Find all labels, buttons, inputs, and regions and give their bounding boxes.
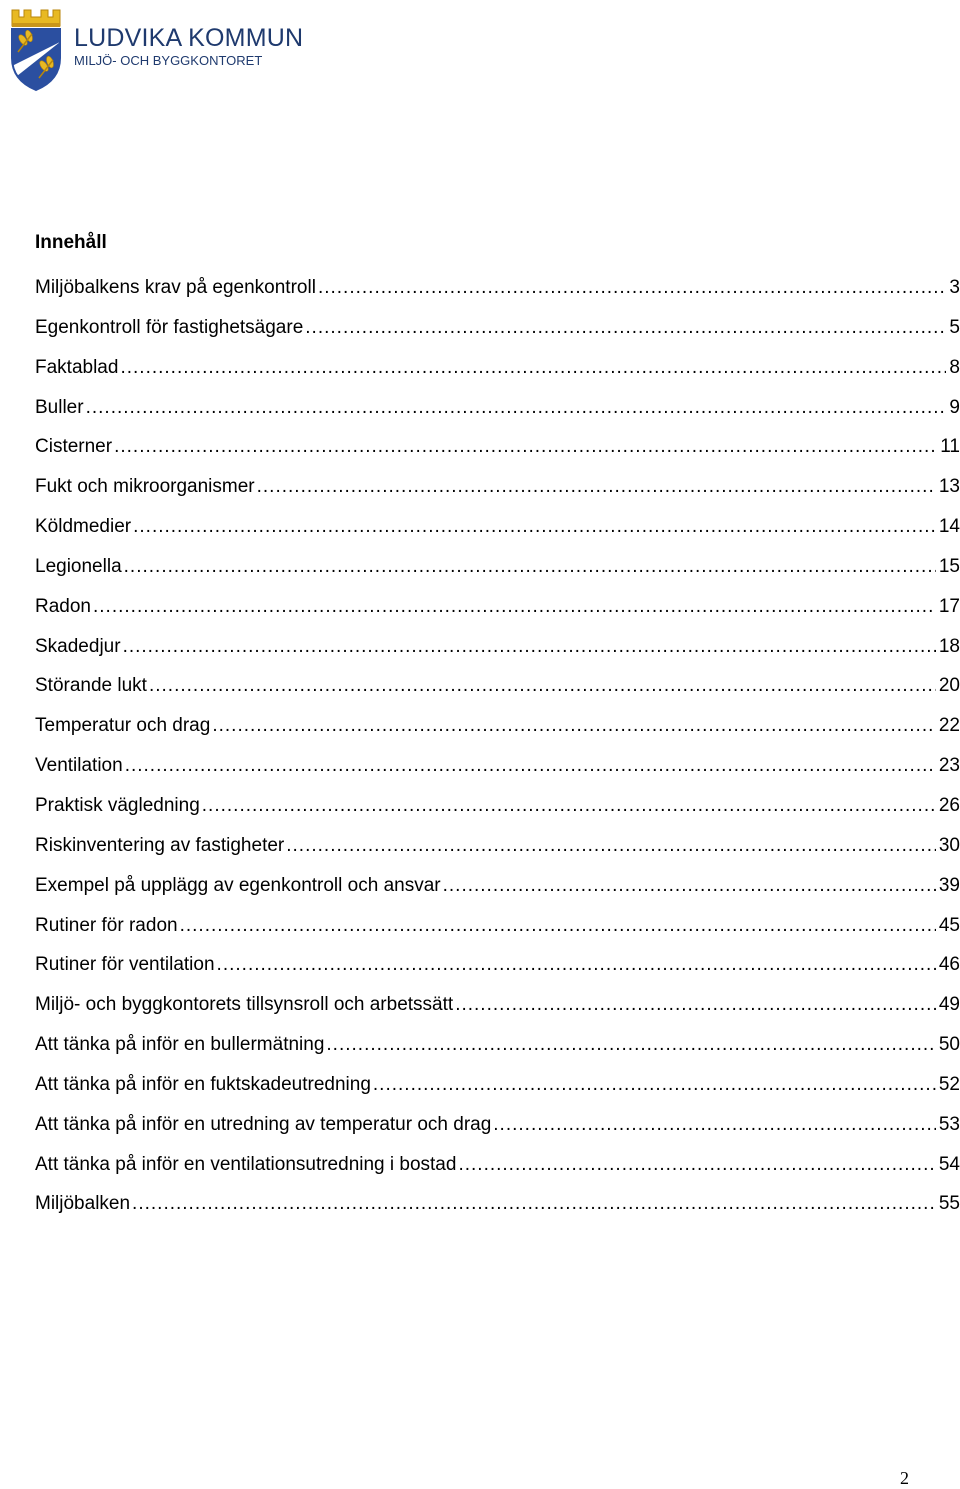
toc-dot-leader [180, 911, 936, 941]
department-name: MILJÖ- OCH BYGGKONTORET [74, 53, 263, 68]
toc-entry[interactable] [35, 273, 960, 313]
toc-entry-label: Miljöbalken [35, 1193, 131, 1215]
toc-entry-label: Praktisk vägledning [35, 794, 200, 816]
toc-dot-leader [202, 791, 936, 821]
toc-entry-label: Legionella [35, 555, 122, 577]
toc-entry[interactable] [35, 1030, 960, 1070]
toc-entry-label: Faktablad [35, 356, 119, 378]
toc-entry[interactable] [35, 791, 960, 831]
toc-entry-page: 49 [938, 994, 960, 1016]
organization-name: LUDVIKA KOMMUN [74, 24, 304, 52]
toc-entry-page: 23 [938, 755, 960, 777]
toc-dot-leader [149, 671, 936, 701]
toc-entry-label: Att tänka på inför en bullermätning [35, 1034, 325, 1056]
toc-entry-page: 54 [938, 1153, 960, 1175]
toc-entry[interactable] [35, 671, 960, 711]
toc-dot-leader [125, 751, 936, 781]
toc-entry-label: Att tänka på inför en utredning av temperatur och drag [35, 1113, 492, 1135]
toc-dot-leader [286, 831, 936, 861]
toc-entry-label: Riskinventering av fastigheter [35, 834, 285, 856]
toc-title: Innehåll [35, 232, 107, 253]
toc-dot-leader [443, 871, 936, 901]
toc-entry-page: 26 [938, 794, 960, 816]
toc-entry[interactable] [35, 711, 960, 751]
toc-entry-label: Miljöbalkens krav på egenkontroll [35, 277, 316, 298]
toc-entry-page: 20 [938, 675, 960, 697]
municipal-crest-icon [8, 6, 64, 92]
toc-entry-page: 14 [938, 516, 960, 538]
toc-entry-label: Att tänka på inför en ventilationsutredning i bostad [35, 1153, 457, 1175]
organization-name-block [74, 26, 303, 69]
toc-entry-page: 8 [949, 356, 960, 378]
toc-entry[interactable] [35, 1189, 960, 1229]
toc-entry-page: 53 [938, 1113, 960, 1135]
toc-entry-label: Skadedjur [35, 635, 121, 657]
toc-dot-leader [212, 711, 936, 741]
toc-entry-label: Köldmedier [35, 516, 132, 538]
toc-entry-page: 22 [938, 715, 960, 737]
toc-entry-page: 46 [938, 954, 960, 976]
toc-entry[interactable] [35, 950, 960, 990]
toc-entry-page: 18 [938, 635, 960, 657]
toc-dot-leader [455, 990, 936, 1020]
toc-dot-leader [305, 313, 946, 343]
toc-entry-label: Rutiner för ventilation [35, 954, 215, 976]
toc-entry[interactable] [35, 911, 960, 951]
toc-entry-label: Exempel på upplägg av egenkontroll och ansvar [35, 874, 441, 896]
toc-entry[interactable] [35, 1070, 960, 1110]
toc-entry-label: Störande lukt [35, 675, 147, 697]
toc-entry-page: 30 [938, 834, 960, 856]
toc-entry-page: 13 [938, 476, 960, 498]
toc-dot-leader [93, 592, 936, 622]
toc-entry[interactable] [35, 1110, 960, 1150]
toc-entry-page: 39 [938, 874, 960, 896]
toc-entry[interactable] [35, 871, 960, 911]
toc-entry-page: 5 [949, 316, 960, 338]
toc-entry-page: 17 [938, 595, 960, 617]
toc-entry-page: 11 [940, 436, 960, 458]
toc-entry-page: 15 [938, 555, 960, 577]
toc-entry-label: Temperatur och drag [35, 715, 211, 737]
toc-entry-page: 52 [938, 1073, 960, 1095]
toc-entry-label: Miljö- och byggkontorets tillsynsroll och arbetssätt [35, 994, 454, 1016]
toc-entry[interactable] [35, 751, 960, 791]
toc-entry[interactable] [35, 552, 960, 592]
toc-entry-page: 9 [949, 396, 960, 418]
toc-dot-leader [124, 552, 936, 582]
page-header [8, 6, 303, 92]
toc-dot-leader [373, 1070, 936, 1100]
toc-entry-label: Ventilation [35, 755, 123, 777]
toc-dot-leader [326, 1030, 935, 1060]
toc-entry[interactable] [35, 592, 960, 632]
toc-entry-label: Cisterner [35, 436, 113, 458]
toc-dot-leader [318, 273, 946, 303]
toc-entry[interactable] [35, 432, 960, 472]
toc-entry-label: Radon [35, 595, 91, 617]
toc-entry[interactable] [35, 632, 960, 672]
toc-dot-leader [458, 1150, 935, 1180]
toc-entry-label: Rutiner för radon [35, 914, 178, 936]
toc-dot-leader [217, 950, 936, 980]
toc-entry-label: Att tänka på inför en fuktskadeutredning [35, 1073, 371, 1095]
toc-dot-leader [120, 353, 946, 383]
toc-entry[interactable] [35, 313, 960, 353]
toc-dot-leader [123, 632, 936, 662]
toc-entry[interactable] [35, 831, 960, 871]
toc-entry[interactable] [35, 393, 960, 433]
toc-dot-leader [114, 432, 937, 462]
toc-entry-page: 50 [938, 1034, 960, 1056]
toc-entry[interactable] [35, 353, 960, 393]
toc-entry-label: Egenkontroll för fastighetsägare [35, 316, 304, 338]
toc-dot-leader [132, 1189, 936, 1219]
toc-entry-label: Buller [35, 396, 84, 418]
toc-dot-leader [257, 472, 936, 502]
table-of-contents [35, 273, 960, 1229]
toc-entry-page: 55 [938, 1193, 960, 1215]
toc-entry[interactable] [35, 512, 960, 552]
toc-entry[interactable] [35, 1150, 960, 1190]
toc-entry-page: 3 [949, 277, 960, 298]
toc-entry[interactable] [35, 990, 960, 1030]
toc-dot-leader [86, 393, 947, 423]
toc-entry-label: Fukt och mikroorganismer [35, 476, 255, 498]
toc-entry-page: 45 [938, 914, 960, 936]
toc-dot-leader [133, 512, 936, 542]
toc-entry[interactable] [35, 472, 960, 512]
toc-dot-leader [493, 1110, 936, 1140]
page-number: 2 [900, 1468, 909, 1488]
